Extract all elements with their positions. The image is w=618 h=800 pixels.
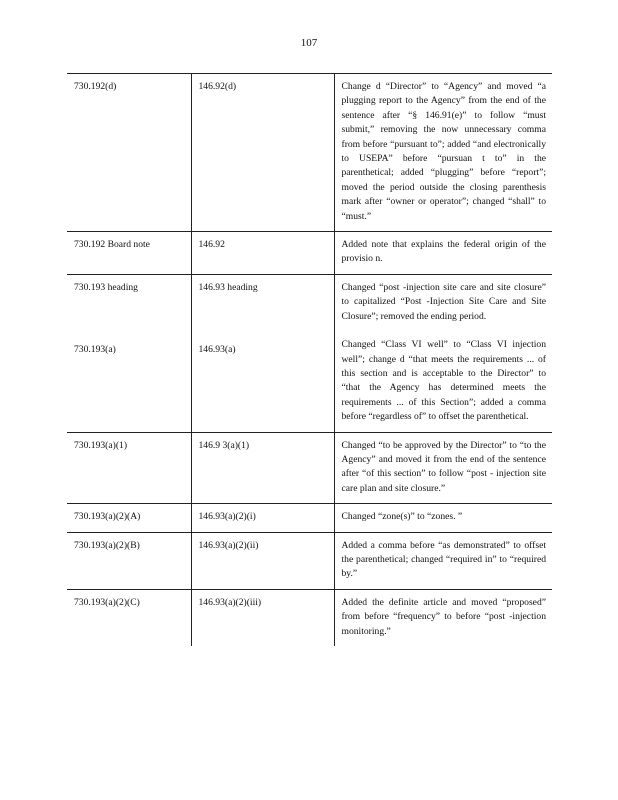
counterpart-text: 146.93(a) <box>198 344 236 356</box>
counterpart-cell: 146.93(a)(2)(i) <box>191 504 334 532</box>
description-cell: Changed “zone(s)” to “zones. ” <box>334 504 552 532</box>
section-cell: 730.192(d) <box>67 74 191 232</box>
table-row <box>67 504 552 532</box>
section-cell <box>67 274 191 432</box>
counterpart-cell: 146.9 3(a)(1) <box>191 432 334 504</box>
changes-table <box>67 73 552 646</box>
section-cell: 730.193(a)(2)(C) <box>67 589 191 646</box>
description-cell: Added a comma before “as demonstrated” to offset the parenthetical; changed “required in” to “required by.” <box>334 532 552 589</box>
page-number: 107 <box>300 37 318 49</box>
table-row <box>67 589 552 646</box>
section-cell: 730.193(a)(1) <box>67 432 191 504</box>
description-cell: Added the definite article and moved “proposed” from before “frequency” to before “post -injection monitoring.” <box>334 589 552 646</box>
table-row <box>67 232 552 275</box>
description-cell <box>334 274 552 432</box>
table-row <box>67 432 552 504</box>
description-text: Changed “post -injection site care and site closure” to capitalized “Post -Injection Site Care and Site Closure”; removed the ending period. <box>341 281 546 322</box>
counterpart-cell: 146.93(a)(2)(ii) <box>191 532 334 589</box>
section-text: 730.193(a) <box>74 344 116 356</box>
description-cell: Added note that explains the federal origin of the provisio n. <box>334 232 552 275</box>
section-cell: 730.192 Board note <box>67 232 191 275</box>
description-text: Changed “Class VI well” to “Class VI injection well”; change d “that meets the requirements ... of this section and is acceptable to the Director” to “that the Agency has determined meets the requirements ... of this Section”; added a comma before “regardless of” to offset the parenthetical. <box>341 339 546 423</box>
section-cell: 730.193(a)(2)(B) <box>67 532 191 589</box>
description-cell: Change d “Director” to “Agency” and moved “a plugging report to the Agency” from the end of the sentence after “§ 146.91(e)” to follow “must submit,” removing the now unnecessary comma from before “pursuant to”; added “and electronically to USEPA” before “pursuan t to” in the parenthetical; added “plugging” before “report”; moved the period outside the closing parenthesis mark after “owner or operator”; changed “shall” to “must.” <box>334 74 552 232</box>
section-text: 730.193 heading <box>74 281 138 293</box>
counterpart-cell: 146.93(a)(2)(iii) <box>191 589 334 646</box>
description-cell: Changed “to be approved by the Director” to “to the Agency” and moved it from the end of the sentence after “of this section” to follow “post - injection site care plan and site closure.” <box>334 432 552 504</box>
counterpart-cell <box>191 274 334 432</box>
counterpart-text: 146.93 heading <box>198 281 258 293</box>
table-row <box>67 274 552 432</box>
counterpart-cell: 146.92 <box>191 232 334 275</box>
counterpart-cell: 146.92(d) <box>191 74 334 232</box>
section-cell: 730.193(a)(2)(A) <box>67 504 191 532</box>
table-row <box>67 532 552 589</box>
table-row <box>67 74 552 232</box>
